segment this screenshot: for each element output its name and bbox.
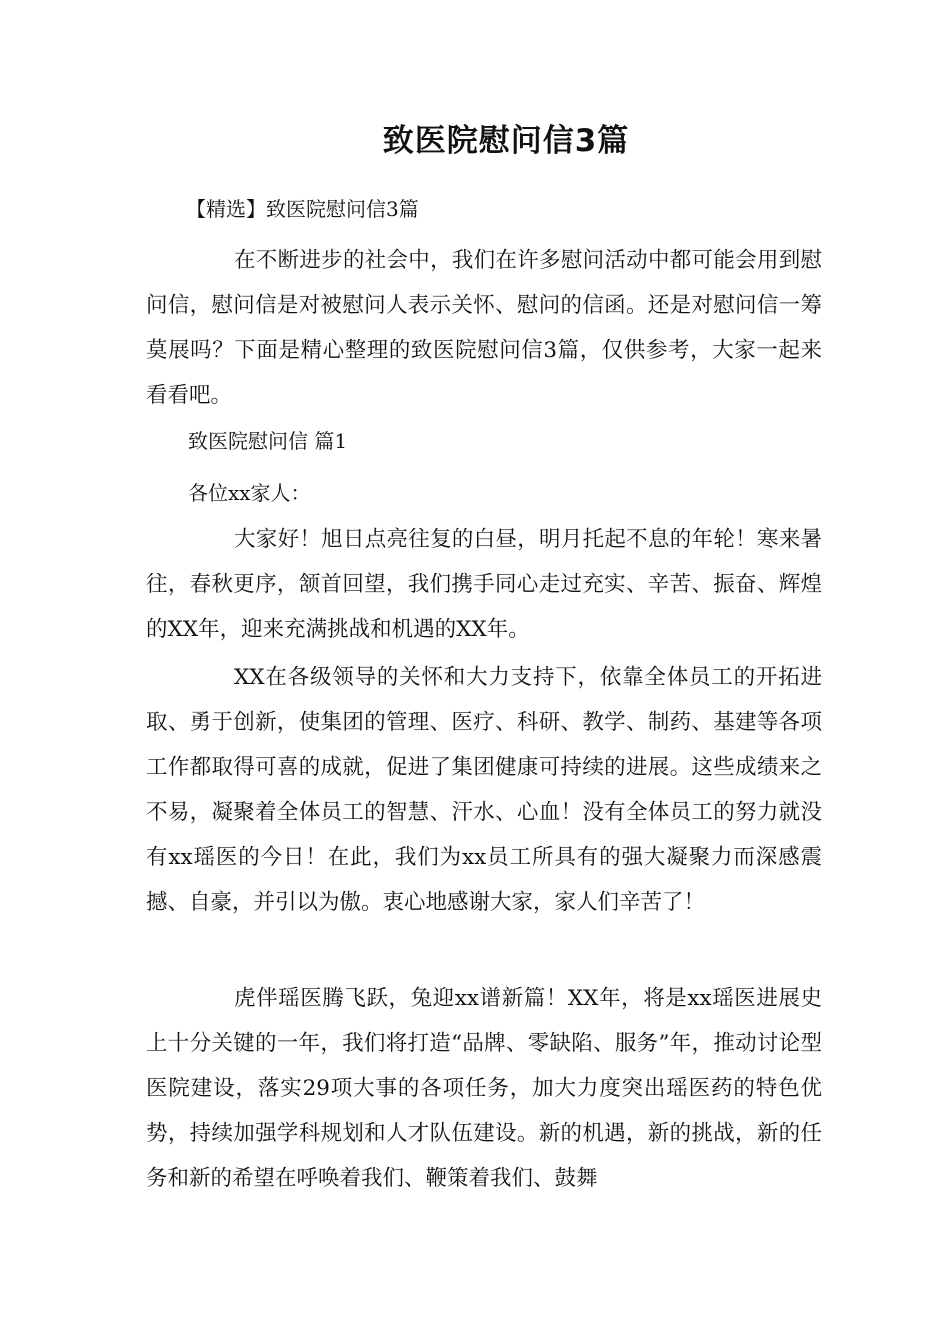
intro-paragraph: 在不断进步的社会中，我们在许多慰问活动中都可能会用到慰问信，慰问信是对被慰问人表示关怀、慰问的信函。还是对慰问信一筹莫展吗？下面是精心整理的致医院慰问信3篇，仅供参考，大家一起来看看吧。	[146, 248, 822, 408]
body-paragraph-3: 虎伴瑶医腾飞跃，兔迎xx谱新篇！XX年，将是xx瑶医进展史上十分关键的一年，我们将打造“品牌、零缺陷、服务”年，推动讨论型医院建设，落实29项大事的各项任务，加大力度突出瑶医药的特色优势，持续加强学科规划和人才队伍建设。新的机遇，新的挑战，新的任务和新的希望在呼唤着我们、鞭策着我们、鼓舞	[146, 986, 822, 1191]
body-paragraph-2: XX在各级领导的关怀和大力支持下，依靠全体员工的开拓进取、勇于创新，使集团的管理、医疗、科研、教学、制药、基建等各项工作都取得可喜的成就，促进了集团健康可持续的进展。这些成绩来之不易，凝聚着全体员工的智慧、汗水、心血！没有全体员工的努力就没有xx瑶医的今日！在此，我们为xx员工所具有的强大凝聚力而深感震撼、自豪，并引以为傲。衷心地感谢大家，家人们辛苦了！	[146, 665, 822, 915]
salutation: 各位xx家人：	[188, 481, 311, 505]
body-paragraph-1: 大家好！旭日点亮往复的白昼，明月托起不息的年轮！寒来暑往，春秋更序，颔首回望，我们携手同心走过充实、辛苦、振奋、辉煌的XX年，迎来充满挑战和机遇的XX年。	[146, 527, 822, 642]
document-subtitle: 【精选】致医院慰问信3篇	[186, 197, 419, 221]
section-heading: 致医院慰问信 篇1	[188, 429, 348, 453]
document-title: 致医院慰问信3篇	[382, 123, 630, 159]
